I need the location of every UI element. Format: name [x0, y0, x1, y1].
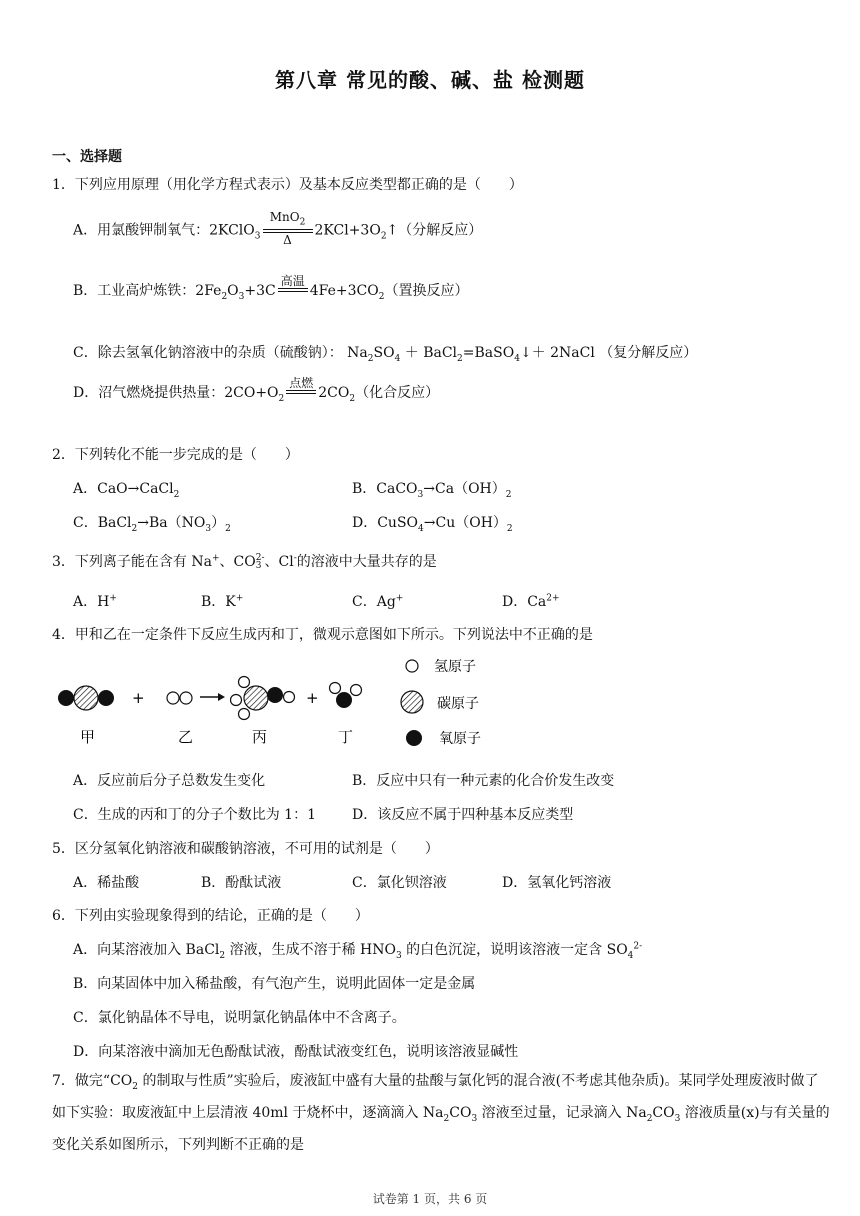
hydrogen-atom	[239, 709, 250, 720]
molecule-ding	[330, 683, 362, 709]
question-5-stem: 5．区分氢氧化钠溶液和碳酸钠溶液，不可用的试剂是（ ）	[52, 841, 439, 857]
reaction-arrow	[200, 693, 225, 701]
question-1-stem: 1．下列应用原理（用化学方程式表示）及基本反应类型都正确的是（ ）	[52, 177, 523, 193]
question-5-option-d: D．氢氧化钙溶液	[502, 875, 612, 891]
question-2-option-b: B．$CaCO_3\to Ca(OH)_2$	[352, 481, 512, 500]
molecule-bing	[231, 677, 295, 720]
question-4-option-a: A．反应前后分子总数发生变化	[73, 773, 266, 789]
question-6-option-d: D．向某溶液中滴加无色酚酞试液，酚酞试液变红色，说明该溶液显碱性	[73, 1044, 519, 1060]
question-6-stem: 6．下列由实验现象得到的结论，正确的是（ ）	[52, 908, 369, 924]
question-6-option-a: A．向某溶液加入 BaCl$_2$ 溶液，生成不溶于稀 $HNO_3$ 的白色沉淀，说明该溶液一定含 $SO_4^{2-}$	[73, 941, 643, 961]
question-1-option-a: A．用氯酸钾制氧气：2KClO$_3$ MnO$_2$ Δ $2KCl+3O_2↑$（分解反应）	[73, 210, 483, 248]
label-bing: 丙	[252, 728, 268, 746]
question-5-option-b: B．酚酞试液	[201, 875, 282, 891]
question-7-stem: 7．做完“$CO_2$ 的制取与性质”实验后，废液缸中盛有大量的盐酸与氯化钙的混合液(不考虑其他杂质)。某同学处理废液时做了如下实验：取废液缸中上层清液 40ml 于烧杯中，逐滴滴入 $Na_2CO_3$ 溶液至过量，记录滴入 $Na_2CO_3$ 溶液质量(x)与有关量的变化关系如图所示，下列判断不正确的是	[52, 1073, 830, 1153]
reaction-micro-diagram	[52, 650, 512, 752]
plus-sign: +	[132, 689, 145, 707]
page-footer: 试卷第 1 页，共 6 页	[372, 1192, 488, 1206]
question-5-option-c: C．氯化钡溶液	[352, 875, 447, 891]
plus-sign: +	[306, 689, 319, 707]
oxygen-atom	[336, 692, 352, 708]
hydrogen-atom	[330, 683, 341, 694]
hydrogen-atom	[284, 692, 295, 703]
question-5-option-a: A．稀盐酸	[73, 875, 140, 891]
oxygen-atom	[58, 690, 74, 706]
section-heading: 一、选择题	[52, 149, 122, 165]
hydrogen-atom	[351, 685, 362, 696]
question-3-option-a: A．H+	[73, 593, 117, 610]
legend-carbon-icon	[401, 691, 423, 713]
legend-carbon-label: 碳原子	[437, 696, 479, 712]
question-2-stem: 2．下列转化不能一步完成的是（ ）	[52, 447, 299, 463]
label-ding: 丁	[338, 728, 354, 746]
question-1-option-b: B．工业高炉炼铁：$2Fe_2O_3+3C$ 高温 $4Fe+3CO_2$（置换反应）	[73, 274, 469, 302]
question-2-option-a: A．CaO→CaCl$_2$	[73, 481, 180, 500]
carbon-atom	[244, 686, 268, 710]
question-2-option-c: C．$BaCl_2\to Ba(NO_3)_2$	[73, 515, 231, 534]
hydrogen-atom	[239, 677, 250, 688]
question-3-stem: 3．下列离子能在含有 Na+、CO 2- 3 、Cl-的溶液中大量共存的是	[52, 553, 437, 571]
label-yi: 乙	[178, 728, 194, 746]
hydrogen-atom	[180, 692, 192, 704]
question-2-option-d: D．$CuSO_4\to Cu(OH)_2$	[352, 515, 513, 534]
question-1-option-c: C．除去氢氧化钠溶液中的杂质（硫酸钠）： $Na_2SO_4$ ＋ BaCl$_2$=BaSO$_4$↓＋ 2NaCl （复分解反应）	[73, 345, 698, 364]
question-3-option-d: D．$Ca^{2+}$	[502, 593, 560, 610]
legend-oxygen-label: 氧原子	[439, 731, 481, 747]
question-6-option-b: B．向某固体中加入稀盐酸，有气泡产生，说明此固体一定是金属	[73, 976, 476, 992]
molecule-yi	[167, 692, 192, 704]
hydrogen-atom	[167, 692, 179, 704]
oxygen-atom	[98, 690, 114, 706]
question-3-option-b: B．K+	[201, 593, 244, 610]
question-4-option-b: B．反应中只有一种元素的化合价发生改变	[352, 773, 615, 789]
question-6-option-c: C．氯化钠晶体不导电，说明氯化钠晶体中不含离子。	[73, 1010, 406, 1026]
oxygen-atom	[267, 687, 283, 703]
carbon-atom	[74, 686, 98, 710]
legend-hydrogen-icon	[406, 660, 418, 672]
question-1-option-d: D．沼气燃烧提供热量：$2CO+O_2$ 点燃 $2CO_2$（化合反应）	[73, 376, 440, 404]
hydrogen-atom	[231, 695, 242, 706]
question-4-option-d: D．该反应不属于四种基本反应类型	[352, 807, 574, 823]
legend-oxygen-icon	[406, 730, 422, 746]
question-3-option-c: C．Ag+	[352, 593, 404, 610]
question-4-stem: 4．甲和乙在一定条件下反应生成丙和丁，微观示意图如下所示。下列说法中不正确的是	[52, 627, 593, 643]
page-title: 第八章 常见的酸、碱、盐 检测题	[275, 68, 585, 92]
molecule-jia	[58, 686, 114, 710]
legend	[401, 659, 481, 747]
label-jia: 甲	[80, 728, 96, 746]
question-4-option-c: C．生成的丙和丁的分子个数比为 1：1	[73, 807, 316, 823]
legend-hydrogen-label: 氢原子	[434, 659, 476, 675]
